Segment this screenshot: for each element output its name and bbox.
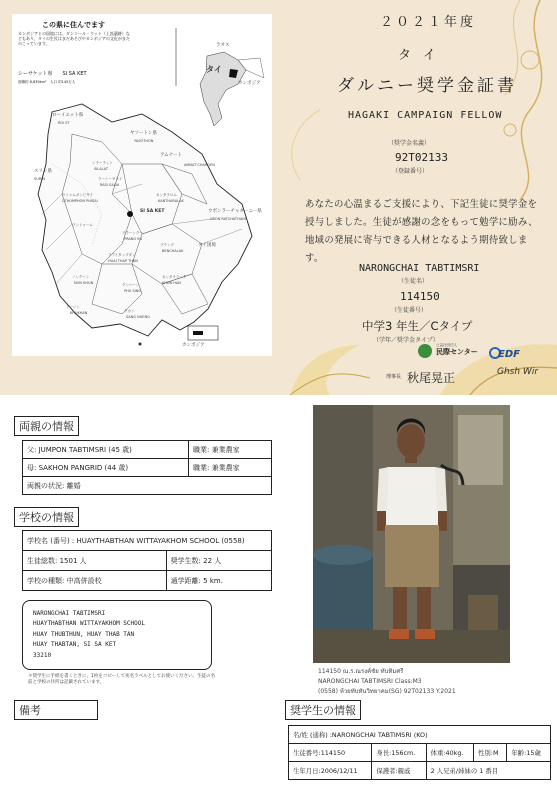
father-job-cell: 職業: 兼業農家 [189, 441, 272, 459]
district-label: KHUN HAN [162, 281, 181, 285]
ubon-en-label: UBON RATCHATHANI [210, 217, 246, 221]
gender-cell: 性別:M [474, 744, 507, 762]
certificate-grade: 中学3 年生／Cタイプ [362, 319, 473, 333]
thailand-border-label: タイ国境 [198, 243, 216, 248]
birthday-cell: 生年月日:2006/12/11 [289, 762, 372, 780]
guardian-cell: 保護者:親戚 [372, 762, 426, 780]
si-sa-ket-label: SI SA KET [140, 209, 165, 214]
photo-caption-line: 114150 ณ.ร.ณรงค์ชัย ทับทิมศรี [318, 668, 404, 675]
certificate-title: ダルニー奨学金証書 [337, 76, 517, 96]
district-label: クンハーン [122, 283, 140, 287]
district-label: PRANG KU [124, 237, 143, 241]
address-label [22, 600, 212, 670]
school-table [22, 530, 272, 591]
province-scale-note: 面積約 8,839km² 人口 約145万人 [18, 80, 76, 84]
student-number-label: （生徒番号） [391, 307, 428, 314]
district-label: UTHUMPHON PHISAI [62, 199, 98, 203]
district-label: シラーラット [92, 161, 113, 165]
parents-section-title: 両親の情報 [14, 416, 79, 436]
district-label: カンタララック [162, 275, 187, 279]
school-name-cell: 学校名 (番号) : HUAYTHABTHAN WITTAYAKHOM SCHOOL (0558) [23, 531, 272, 551]
province-map [12, 14, 272, 356]
photo-caption-line: (0558) ห้วยทับทันวิทยาคม(SG) 92T02133 Y.2021 [318, 688, 456, 695]
parents-status-cell: 両親の状況: 離婚 [23, 477, 272, 495]
district-label: カンタラロム [156, 193, 177, 197]
school-section-title: 学校の情報 [14, 507, 79, 527]
fellow-name: HAGAKI CAMPAIGN FELLOW [348, 110, 503, 121]
district-label: SILALAT [94, 167, 108, 171]
map-notice-title: この県に住んでます [42, 21, 105, 29]
address-line: HUAYTHABTHAN WITTAYAKHOM SCHOOL [33, 620, 145, 628]
address-line: HUAY THUBTHUN, HUAY THAB TAN [33, 630, 135, 638]
organization-name: 民際センター [436, 348, 478, 356]
map-drawing [12, 14, 272, 356]
surin-en-label: SURIN [34, 177, 45, 181]
photo-caption [318, 667, 456, 697]
certificate-student-name: NARONGCHAI TABTIMSRI [359, 263, 480, 274]
scholarship-name-label: （奨学金名義） [388, 140, 431, 147]
address-line: 33210 [33, 651, 52, 659]
certificate-student-number: 114150 [400, 290, 440, 303]
scholars-cell: 奨学生数: 22 人 [166, 551, 271, 571]
age-cell: 年齢:15歳 [507, 744, 551, 762]
yasothon-label: ヤソートン県 [130, 131, 157, 136]
cambodia-bottom-label: カンボジア [182, 343, 205, 348]
border-box-mark [193, 331, 203, 335]
student-section-title: 奨学生の情報 [285, 700, 361, 720]
district-label: ウトゥムポンピサイ [62, 193, 94, 197]
total-students-cell: 生徒総数: 1501 人 [23, 551, 167, 571]
remarks-section-title: 備考 [14, 700, 98, 720]
mother-cell: 母: SAKHON PANGRID (44 歳) [23, 459, 189, 477]
district-label: BENCHALAK [162, 249, 184, 253]
certificate-message: あなたの心温まるご支援により、下記生徒に奨学金を授与しました。生徒が感謝の念をもって勉学に励み、地域の発展に寄与できる人材となるよう期待致します。 [305, 199, 538, 264]
ubon-label: ウボンラーチャターニー県 [208, 209, 262, 214]
director-label: 理事長 [386, 374, 402, 380]
certificate-year: ２０２１年度 [380, 15, 477, 30]
district-label: フアイタップタン [108, 253, 136, 257]
district-label: NON KHUN [74, 281, 94, 285]
district-label: KHUKHAN [70, 311, 88, 315]
thai-label: タイ [206, 65, 222, 74]
height-cell: 身長:156cm. [372, 744, 426, 762]
distance-cell: 通学距離: 5 km. [166, 571, 271, 591]
district-label: ノンクーン [72, 275, 90, 279]
district-label: PHU SING [124, 289, 142, 293]
registration-label: （登録番号） [392, 168, 429, 175]
district-label: RASI SALAI [100, 183, 120, 187]
school-type-cell: 学校の種類: 中高併設校 [23, 571, 167, 591]
district-label: ラーシーサライ [98, 177, 123, 181]
director-signature: 秋尾晃正 [407, 371, 456, 385]
certificate-country: タイ [398, 48, 448, 63]
edf-logo-text: EDF [498, 349, 520, 360]
district-label: プーシン [66, 305, 80, 309]
parents-table [22, 440, 272, 495]
scholarship-number: 92T02133 [395, 151, 448, 164]
certificate-panel [0, 0, 557, 395]
photo-caption-line: NARONGCHAI TABTIMSRI Class:M3 [318, 678, 422, 685]
district-label: クカン [124, 309, 135, 313]
district-label: ブラング [160, 243, 174, 247]
weight-cell: 体重:40kg. [426, 744, 473, 762]
roi-et-en-label: ROI ET [58, 121, 70, 125]
district-label: SANG NUENG [126, 315, 150, 319]
district-label: KANTHARALAK [158, 199, 184, 203]
amnat-label: アムナート [160, 153, 183, 158]
amnat-en-label: AMNAT CHAROEN [184, 163, 215, 167]
student-number-cell: 生徒番号:114150 [289, 744, 372, 762]
map-notice-body: カンボジアとの国境には、ダンコール・ウット（上流遺跡）などもあり、タイの生民はまだあそびやカンボジアの文化がまだのこっています。 [18, 31, 130, 46]
student-photo-drawing [313, 405, 510, 663]
district-label: ラントゥーム [72, 223, 93, 227]
father-cell: 父: JUMPON TABTIMSRI (45 歳) [23, 441, 189, 459]
student-name-cell: 名/姓 (通称) :NARONGCHAI TABTIMSRI (KO) [289, 726, 551, 744]
mother-job-cell: 職業: 兼業農家 [189, 459, 272, 477]
second-signature: Ghsh Wir [497, 367, 539, 377]
address-line: NARONGCHAI TABTIMSRI [33, 610, 106, 617]
grade-label: （学年／奨学金タイプ） [373, 337, 439, 344]
organization-type: 公益社団法人 [436, 343, 457, 347]
district-label: HUAI THAP THAN [108, 259, 138, 263]
student-photo [313, 405, 510, 663]
address-note: ＊奨学生に手紙を書くときに、1枚をコピーして宛名ラベルとしてお使いください。生徒の名前と学校の住所は記載されています。 [28, 674, 216, 685]
student-name-label: （生徒名） [398, 278, 429, 285]
siblings-cell: 2 人兄弟/姉妹の 1 番目 [426, 762, 550, 780]
address-line: HUAY THABTAN, SI SA KET [33, 641, 117, 649]
province-reference: シーサケット県 SI SA KET [18, 71, 87, 77]
surin-label: スリン県 [34, 169, 52, 174]
yasothon-en-label: YASOTHON [134, 139, 154, 143]
district-label: プラーンクー [122, 231, 143, 235]
cambodia-inset-label: カンボジア [238, 81, 261, 86]
organization-logo-icon [418, 344, 432, 358]
student-table [288, 725, 551, 780]
roi-et-label: ローイエット県 [52, 113, 84, 118]
laos-label: ラオス [216, 43, 230, 48]
